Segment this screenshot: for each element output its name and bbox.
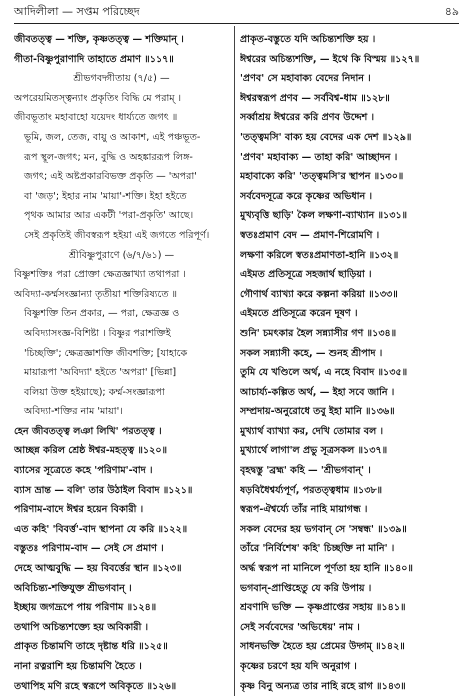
left-column-line: এত কহি' 'বিবর্ত্ত'-বাদ স্থাপনা যে করি ॥১২২॥ — [14, 523, 188, 535]
left-column-line: বিষ্ণুশক্তি তিন প্রকার, — পরা, ক্ষেত্রজ্ঞ ও — [24, 308, 180, 320]
left-column-line: তথাপিহ মণি রহে স্বরূপে অবিকৃতে ॥১২৬॥ — [14, 680, 177, 692]
left-column-line: প্রাকৃত চিন্তামণি তাহে দৃষ্টান্ত ধরি ॥১২৫॥ — [14, 641, 168, 653]
right-column — [240, 30, 460, 696]
right-column-line: সম্প্রদায়-অনুরোধে তবু ইহা মানি ॥১৩৬॥ — [240, 406, 395, 418]
right-column-line: কৃষ্ণের চরণে হয় যদি অনুরাগ । — [240, 661, 357, 672]
left-column-line: ইচ্ছায় জগদ্রূপে পায় পরিণাম ॥১২৪॥ — [14, 602, 157, 614]
right-column-line: লক্ষণা করিলে স্বতঃপ্রমাণতা-হানি ॥১৩২॥ — [240, 249, 399, 261]
left-column-line: নানা রত্নরাশি হয় চিন্তামণি হৈতে । — [14, 661, 142, 672]
right-column-line: 'প্রণব' মহাবাক্য — তাহা করি' আচ্ছাদন । — [240, 151, 398, 163]
left-column-line: হেন জীবতত্ত্ব লঞা লিখি' পরতত্ত্ব । — [14, 425, 162, 437]
right-column-line: সকল সন্ন্যাসী কহে, — শুনহ শ্রীপাদ । — [240, 347, 383, 359]
right-column-line: মুখ্যার্থে লাগা'ল প্রভু সূত্রসকল ॥১৩৭॥ — [240, 445, 388, 457]
left-column-line: সেই প্রকৃতিই জীবস্বরূপ হইয়া এই জগতে পরিপূর্ণ। — [24, 229, 210, 241]
right-column-line: শ্রবণাদি ভক্তি — কৃষ্ণপ্রাপ্তের সহায় ॥১৪১॥ — [240, 602, 406, 614]
left-column-line: ব্যাস ভ্রান্ত — বলি' তার উঠাইল বিবাদ ॥১২১॥ — [14, 484, 193, 496]
right-column-line: সেই সর্ববেদের 'অভিধেয়' নাম । — [240, 621, 360, 633]
right-column-line: শুনি' চমৎকার হৈল সন্ন্যাসীর গণ ॥১৩৪॥ — [240, 327, 397, 339]
left-column-line: বিষ্ণুশক্তিঃ পরা প্রোক্তা ক্ষেত্রজ্ঞাখ্যা তথাপরা । — [14, 269, 186, 281]
left-column-line: অবিচিন্ত্য-শক্তিযুক্ত শ্রীভগবান্ । — [14, 582, 132, 594]
right-column-line: সর্ব্বাশ্রয় ঈশ্বরের করি প্রণব উদ্দেশ । — [240, 112, 375, 124]
left-column-line: জীবভূতাং মহাবাহো যয়েদং ধার্য্যতে জগৎ ॥ — [14, 112, 178, 124]
left-column-line: দেহে আত্মবুদ্ধি — হয় বিবর্ত্তের স্থান ॥১২৩॥ — [14, 563, 182, 575]
left-column-line: ভূমি, জল, তেজ, বায়ু ও আকাশ, এই পঞ্চভূত- — [24, 131, 201, 143]
right-column-line: ঈশ্বরের অচিন্ত্যশক্তি, — ইথে কি বিস্ময় ॥১২৭॥ — [240, 53, 420, 65]
right-column-line: অর্দ্ধ স্বরূপ না মানিলে পূর্ণতা হয় হানি ॥১৪০॥ — [240, 563, 413, 575]
right-column-line: স্বতঃপ্রমাণ বেদ — প্রমাণ-শিরোমণি । — [240, 229, 380, 241]
right-column-line: প্রাকৃত-বস্তুতে যদি অচিন্ত্যশক্তি হয় । — [240, 34, 376, 45]
left-column-line: পরিণাম-বাদে ঈশ্বর হয়েন বিকারী । — [14, 504, 144, 516]
left-column-line: শ্রীবিষ্ণুপুরাণে (৬/৭/৬১) — — [68, 249, 175, 261]
chapter-title: আদিলীলা — সপ্তম পরিচ্ছেদ — [14, 4, 140, 18]
right-column-line: কৃষ্ণ বিনু অন্যত্র তার নাহি রহে রাগ ॥১৪৩॥ — [240, 680, 406, 692]
left-column-line: মায়ারূপা 'অবিদ্যা' হইতে 'অপরা' [ভিন্না] — [24, 367, 177, 379]
left-column-line: তথাপি অচিন্ত্যশক্ত্যে হয় অবিকারী । — [14, 621, 149, 633]
left-column-line: জীবতত্ত্ব — শক্তি, কৃষ্ণতত্ত্ব — শক্তিমান্ । — [14, 34, 184, 45]
left-column-line: রূপ স্থূল-জগৎ; মন, বুদ্ধি ও অহঙ্কাররূপ লিঙ্গ- — [24, 151, 193, 163]
column-divider — [234, 26, 235, 696]
right-column-line: তুমি যে খণ্ডিলে অর্থ, এ নহে বিবাদ ॥১৩৫॥ — [240, 367, 408, 379]
left-column-line: বলিয়া উক্ত হইয়াছে); কর্ম্ম-সংজ্ঞারূপা — [24, 386, 165, 398]
left-column-line: অবিদ্যা-কর্ম্মসংজ্ঞান্যা তৃতীয়া শক্তিরিষ্যতে ॥ — [14, 288, 178, 300]
right-column-line: আচার্য্য-কল্পিত অর্থ, — ইহা সবে জানি । — [240, 386, 395, 398]
page-number: ৪৯ — [444, 4, 459, 18]
right-column-line: সর্ববেদসূত্রে করে কৃষ্ণের অভিধান । — [240, 190, 373, 202]
right-column-line: এইমত প্রতিসূত্রে সহজার্থ ছাড়িয়া । — [240, 269, 372, 281]
left-column — [14, 30, 229, 696]
left-column-line: পৃথক আমার আর একটী 'পরা-প্রকৃতি' আছে। — [24, 210, 194, 222]
left-column-line: আচ্ছন্ন করিল শ্রেষ্ঠ ঈশ্বর-মহত্ত্ব ॥১২০॥ — [14, 445, 168, 457]
left-column-line: অবিদ্যাসংজ্ঞ-বিশিষ্টা । বিষ্ণুর পরাশক্তিই — [24, 327, 171, 339]
left-column-line: বস্তুতঃ পরিণাম-বাদ — সেই সে প্রমাণ । — [14, 543, 164, 555]
header-rule — [14, 23, 459, 24]
left-column-line: ব্যাসের সূত্রেতে কহে 'পরিণাম'-বাদ । — [14, 465, 153, 477]
left-column-line: গীতা-বিষ্ণুপুরাণাদি তাহাতে প্রমাণ ॥১১৭॥ — [14, 53, 174, 65]
left-column-line: শ্রীভগবদ্গীতায় (৭/৫) — — [73, 73, 170, 85]
right-column-line: সকল বেদের হয় ভগবান্ সে 'সম্বন্ধ' ॥১৩৯॥ — [240, 523, 407, 535]
right-column-line: এইমতে প্রতিসূত্রে করেন দূষণ । — [240, 308, 358, 320]
left-column-line: অপরেয়মিতস্ত্বন্যাং প্রকৃতিং বিদ্ধি মে পরাম্ । — [14, 92, 182, 104]
right-column-line: মুখ্যবৃত্তি ছাড়ি' কৈল লক্ষণা-ব্যাখ্যান ॥১৩১॥ — [240, 210, 408, 222]
left-column-line: বা 'জড়'; ইহার নাম 'মায়া'-শক্তি। ইহা হইতে — [24, 190, 187, 202]
right-column-line: 'প্রণব' সে মহাবাক্য বেদের নিদান । — [240, 73, 371, 85]
right-column-line: বৃহদ্বস্তু 'ব্রহ্ম' কহি — 'শ্রীভগবান্' । — [240, 465, 371, 477]
right-column-line: ভগবান্-প্রাপ্তিহেতু যে করি উপায় । — [240, 582, 372, 594]
left-column-line: অবিদ্যা-শক্তির নাম 'মায়া'। — [24, 406, 123, 418]
right-column-line: 'তত্ত্বমসি' বাক্য হয় বেদের এক দেশ ॥১২৯॥ — [240, 131, 412, 143]
page-header — [14, 2, 459, 22]
right-column-line: ষড়বিধৈশ্বর্য্যপূর্ণ, পরতত্ত্বধাম ॥১৩৮॥ — [240, 484, 383, 496]
right-column-line: সাধনভক্তি হৈতে হয় প্রেমের উদ্গম্ ॥১৪২॥ — [240, 641, 405, 653]
right-column-line: ঈশ্বরস্বরূপ প্রণব — সর্ববিশ্ব-ধাম ॥১২৮॥ — [240, 92, 390, 104]
right-column-line: মুখ্যার্থ ব্যাখ্যা কর, দেখি তোমার বল । — [240, 425, 384, 437]
left-column-line: জগৎ; এই অষ্টপ্রকারবিভক্ত প্রকৃতি — 'অপরা' — [24, 171, 197, 183]
left-column-line: 'চিচ্ছক্তি'; ক্ষেত্রজ্ঞাশক্তি জীবশক্তি; [যাহাকে — [24, 347, 188, 359]
right-column-line: মহাবাক্যে করি' 'তত্ত্বমসি'র স্থাপন ॥১৩০॥ — [240, 171, 404, 183]
right-column-line: তাঁরে 'নির্বিশেষ' কহি' চিচ্ছক্তি না মানি' । — [240, 543, 395, 555]
right-column-line: স্বরূপ-ঐশ্বর্য্যে তাঁর নাহি মায়াগন্ধ । — [240, 504, 368, 516]
right-column-line: গৌণার্থ ব্যাখ্যা করে কল্পনা করিয়া ॥১৩৩॥ — [240, 288, 398, 300]
